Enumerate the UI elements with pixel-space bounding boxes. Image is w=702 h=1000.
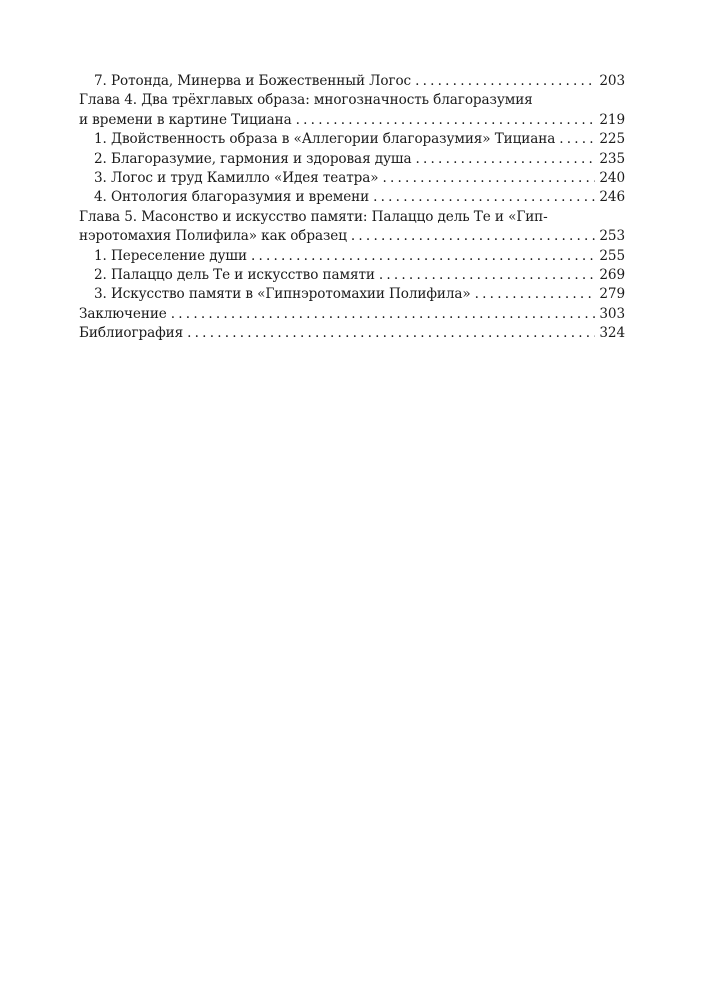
toc-entry bbox=[79, 188, 625, 207]
toc-page-number: 255 bbox=[599, 247, 625, 264]
toc-line bbox=[94, 188, 625, 207]
dot-leader bbox=[382, 169, 595, 188]
toc-page-number: 203 bbox=[599, 73, 625, 89]
toc-line bbox=[79, 227, 625, 246]
toc-entry bbox=[79, 91, 625, 130]
dot-leader bbox=[415, 72, 595, 91]
toc-page-number: 303 bbox=[599, 305, 625, 322]
toc-entry bbox=[79, 266, 625, 285]
toc-entry bbox=[79, 150, 625, 169]
dot-leader bbox=[379, 266, 596, 285]
toc-page-number: 324 bbox=[599, 325, 625, 342]
toc-entry-title: Библиография bbox=[79, 325, 184, 342]
toc-entry-title: 1. Переселение души bbox=[94, 247, 247, 264]
toc-line bbox=[79, 324, 625, 343]
toc-line bbox=[94, 169, 625, 188]
toc-line bbox=[79, 111, 625, 130]
dot-leader bbox=[296, 111, 596, 130]
toc-entry-title: Заключение bbox=[79, 305, 167, 322]
toc-entry-title: нэротомахия Полифила» как образец bbox=[79, 228, 347, 245]
dot-leader bbox=[351, 227, 595, 246]
toc-entry bbox=[79, 247, 625, 266]
toc-page-number: 269 bbox=[599, 267, 625, 284]
dot-leader bbox=[475, 285, 596, 304]
toc-entry-title: 2. Палаццо дель Те и искусство памяти bbox=[94, 267, 375, 284]
toc-entry-title: 3. Искусство памяти в «Гипнэротомахии Полифила» bbox=[94, 286, 471, 303]
toc-line bbox=[94, 247, 625, 266]
toc-entry bbox=[79, 324, 625, 343]
toc-entry bbox=[79, 130, 625, 149]
dot-leader bbox=[373, 188, 595, 207]
toc-page-number: 225 bbox=[599, 131, 625, 148]
toc-entry-title: 1. Двойственность образа в «Аллегории благоразумия» Тициана bbox=[94, 131, 556, 148]
toc-page-number: 240 bbox=[599, 170, 625, 187]
dot-leader bbox=[171, 305, 596, 324]
dot-leader bbox=[559, 130, 595, 149]
toc-entry bbox=[79, 305, 625, 324]
toc-entry bbox=[79, 169, 625, 188]
toc-page-number: 279 bbox=[599, 286, 625, 303]
dot-leader bbox=[251, 247, 595, 266]
toc-line bbox=[94, 150, 625, 169]
toc-page-number: 235 bbox=[599, 150, 625, 167]
toc-line bbox=[79, 305, 625, 324]
toc-entry-title: и времени в картине Тициана bbox=[79, 111, 292, 128]
dot-leader bbox=[415, 150, 595, 169]
table-of-contents bbox=[79, 72, 625, 344]
toc-page-number: 246 bbox=[599, 189, 625, 206]
toc-line bbox=[94, 72, 625, 91]
toc-entry-title: 7. Ротонда, Минерва и Божественный Логос bbox=[94, 73, 412, 89]
toc-line bbox=[94, 285, 625, 304]
toc-line bbox=[94, 266, 625, 285]
toc-entry-title-first-line: Глава 5. Масонство и искусство памяти: Палаццо дель Те и «Гип- bbox=[79, 208, 548, 225]
toc-page-number: 253 bbox=[599, 228, 625, 245]
toc-page-number: 219 bbox=[599, 111, 625, 128]
dot-leader bbox=[187, 324, 595, 343]
toc-entry-title: 3. Логос и труд Камилло «Идея театра» bbox=[94, 170, 379, 187]
toc-entry bbox=[79, 208, 625, 247]
toc-entry bbox=[79, 72, 625, 91]
toc-entry bbox=[79, 285, 625, 304]
toc-entry-title-first-line: Глава 4. Два трёхглавых образа: многозначность благоразумия bbox=[79, 92, 533, 109]
toc-entry-title: 4. Онтология благоразумия и времени bbox=[94, 189, 370, 206]
toc-line bbox=[94, 130, 625, 149]
toc-entry-title: 2. Благоразумие, гармония и здоровая душа bbox=[94, 150, 412, 167]
